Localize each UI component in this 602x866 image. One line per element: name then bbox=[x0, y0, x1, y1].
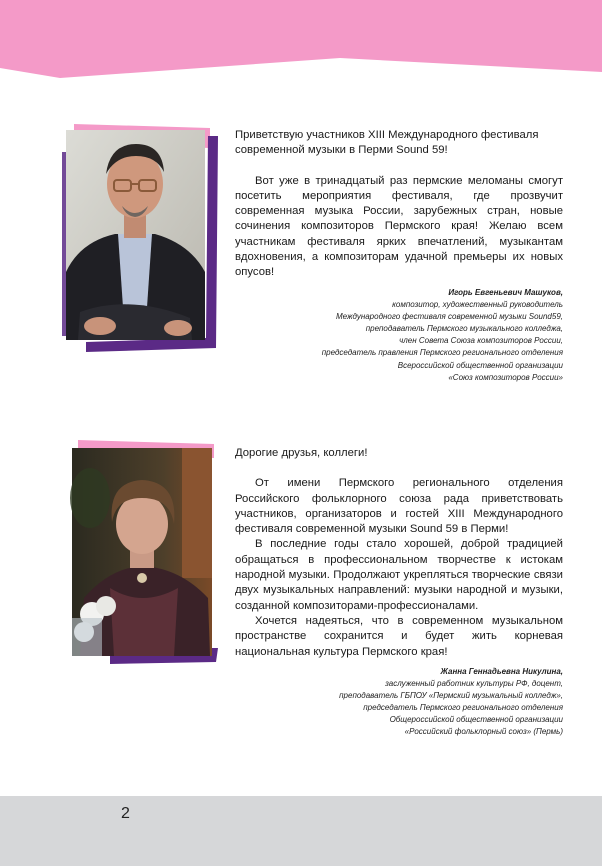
signature-line: Общероссийской общественной организации bbox=[389, 715, 563, 725]
article2-signature bbox=[250, 666, 563, 739]
photo-mashukov bbox=[60, 122, 220, 354]
article1-text bbox=[235, 128, 563, 281]
article2-paragraph: От имени Пермского регионального отделения Российского фольклорного союза рада приветствовать участников, организаторов и гостей XIII Международного фестиваля современной музыки Sound 59 в Перми! bbox=[235, 477, 563, 536]
footer-band bbox=[0, 796, 602, 866]
signature-line: председатель правления Пермского регионального отделения bbox=[321, 348, 563, 358]
page-number: 2 bbox=[121, 805, 130, 822]
article2-paragraph: Хочется надеяться, что в современном музыкальном пространстве сохранится и будет жить корневая национальная культура Пермского края! bbox=[235, 614, 563, 658]
signature-name: Игорь Евгеньевич Машуков, bbox=[448, 288, 563, 297]
signature-line: «Российский фольклорный союз» (Пермь) bbox=[404, 727, 563, 737]
signature-line: «Союз композиторов России» bbox=[448, 372, 563, 382]
top-pink-banner bbox=[0, 0, 602, 90]
signature-line: Международного фестиваля современной музыки Sound59, bbox=[335, 312, 563, 322]
photo-nikulina bbox=[70, 438, 220, 666]
signature-line: Всероссийской общественной организации bbox=[397, 360, 563, 370]
article1-greeting: Приветствую участников XIII Международного фестиваля современной музыки в Перми Sound 59! bbox=[235, 129, 539, 157]
article1-signature bbox=[250, 287, 563, 384]
signature-line: преподаватель Пермского музыкального колледжа, bbox=[365, 324, 563, 334]
article2-paragraph: В последние годы стало хорошей, доброй традицией обращаться в профессиональном творчестве к истокам народной музыки. Продолжают укрепляться творческие связи двух музыкальных направлений: музыки народной и музыки, созданной композиторами-профессионалами. bbox=[235, 538, 563, 612]
signature-line: композитор, художественный руководитель bbox=[392, 300, 563, 310]
signature-line: заслуженный работник культуры РФ, доцент, bbox=[385, 679, 563, 689]
article1-body: Вот уже в тринадцатый раз пермские меломаны смогут посетить мероприятия фестиваля, где прозвучит современная музыка России, зарубежных стран, новые сочинения композиторов Пермского края! Желаю всем участникам фестиваля ярких впечатлений, музыкантам вдохновения, а композиторам удачной премьеры их новых опусов! bbox=[235, 174, 563, 279]
signature-line: председатель Пермского регионального отделения bbox=[363, 703, 563, 713]
article2-text bbox=[235, 446, 563, 660]
signature-name: Жанна Геннадьевна Никулина, bbox=[440, 667, 563, 676]
signature-line: член Совета Союза композиторов России, bbox=[399, 336, 563, 346]
signature-line: преподаватель ГБПОУ «Пермский музыкальный колледж», bbox=[339, 691, 563, 701]
article2-greeting: Дорогие друзья, коллеги! bbox=[235, 447, 368, 459]
